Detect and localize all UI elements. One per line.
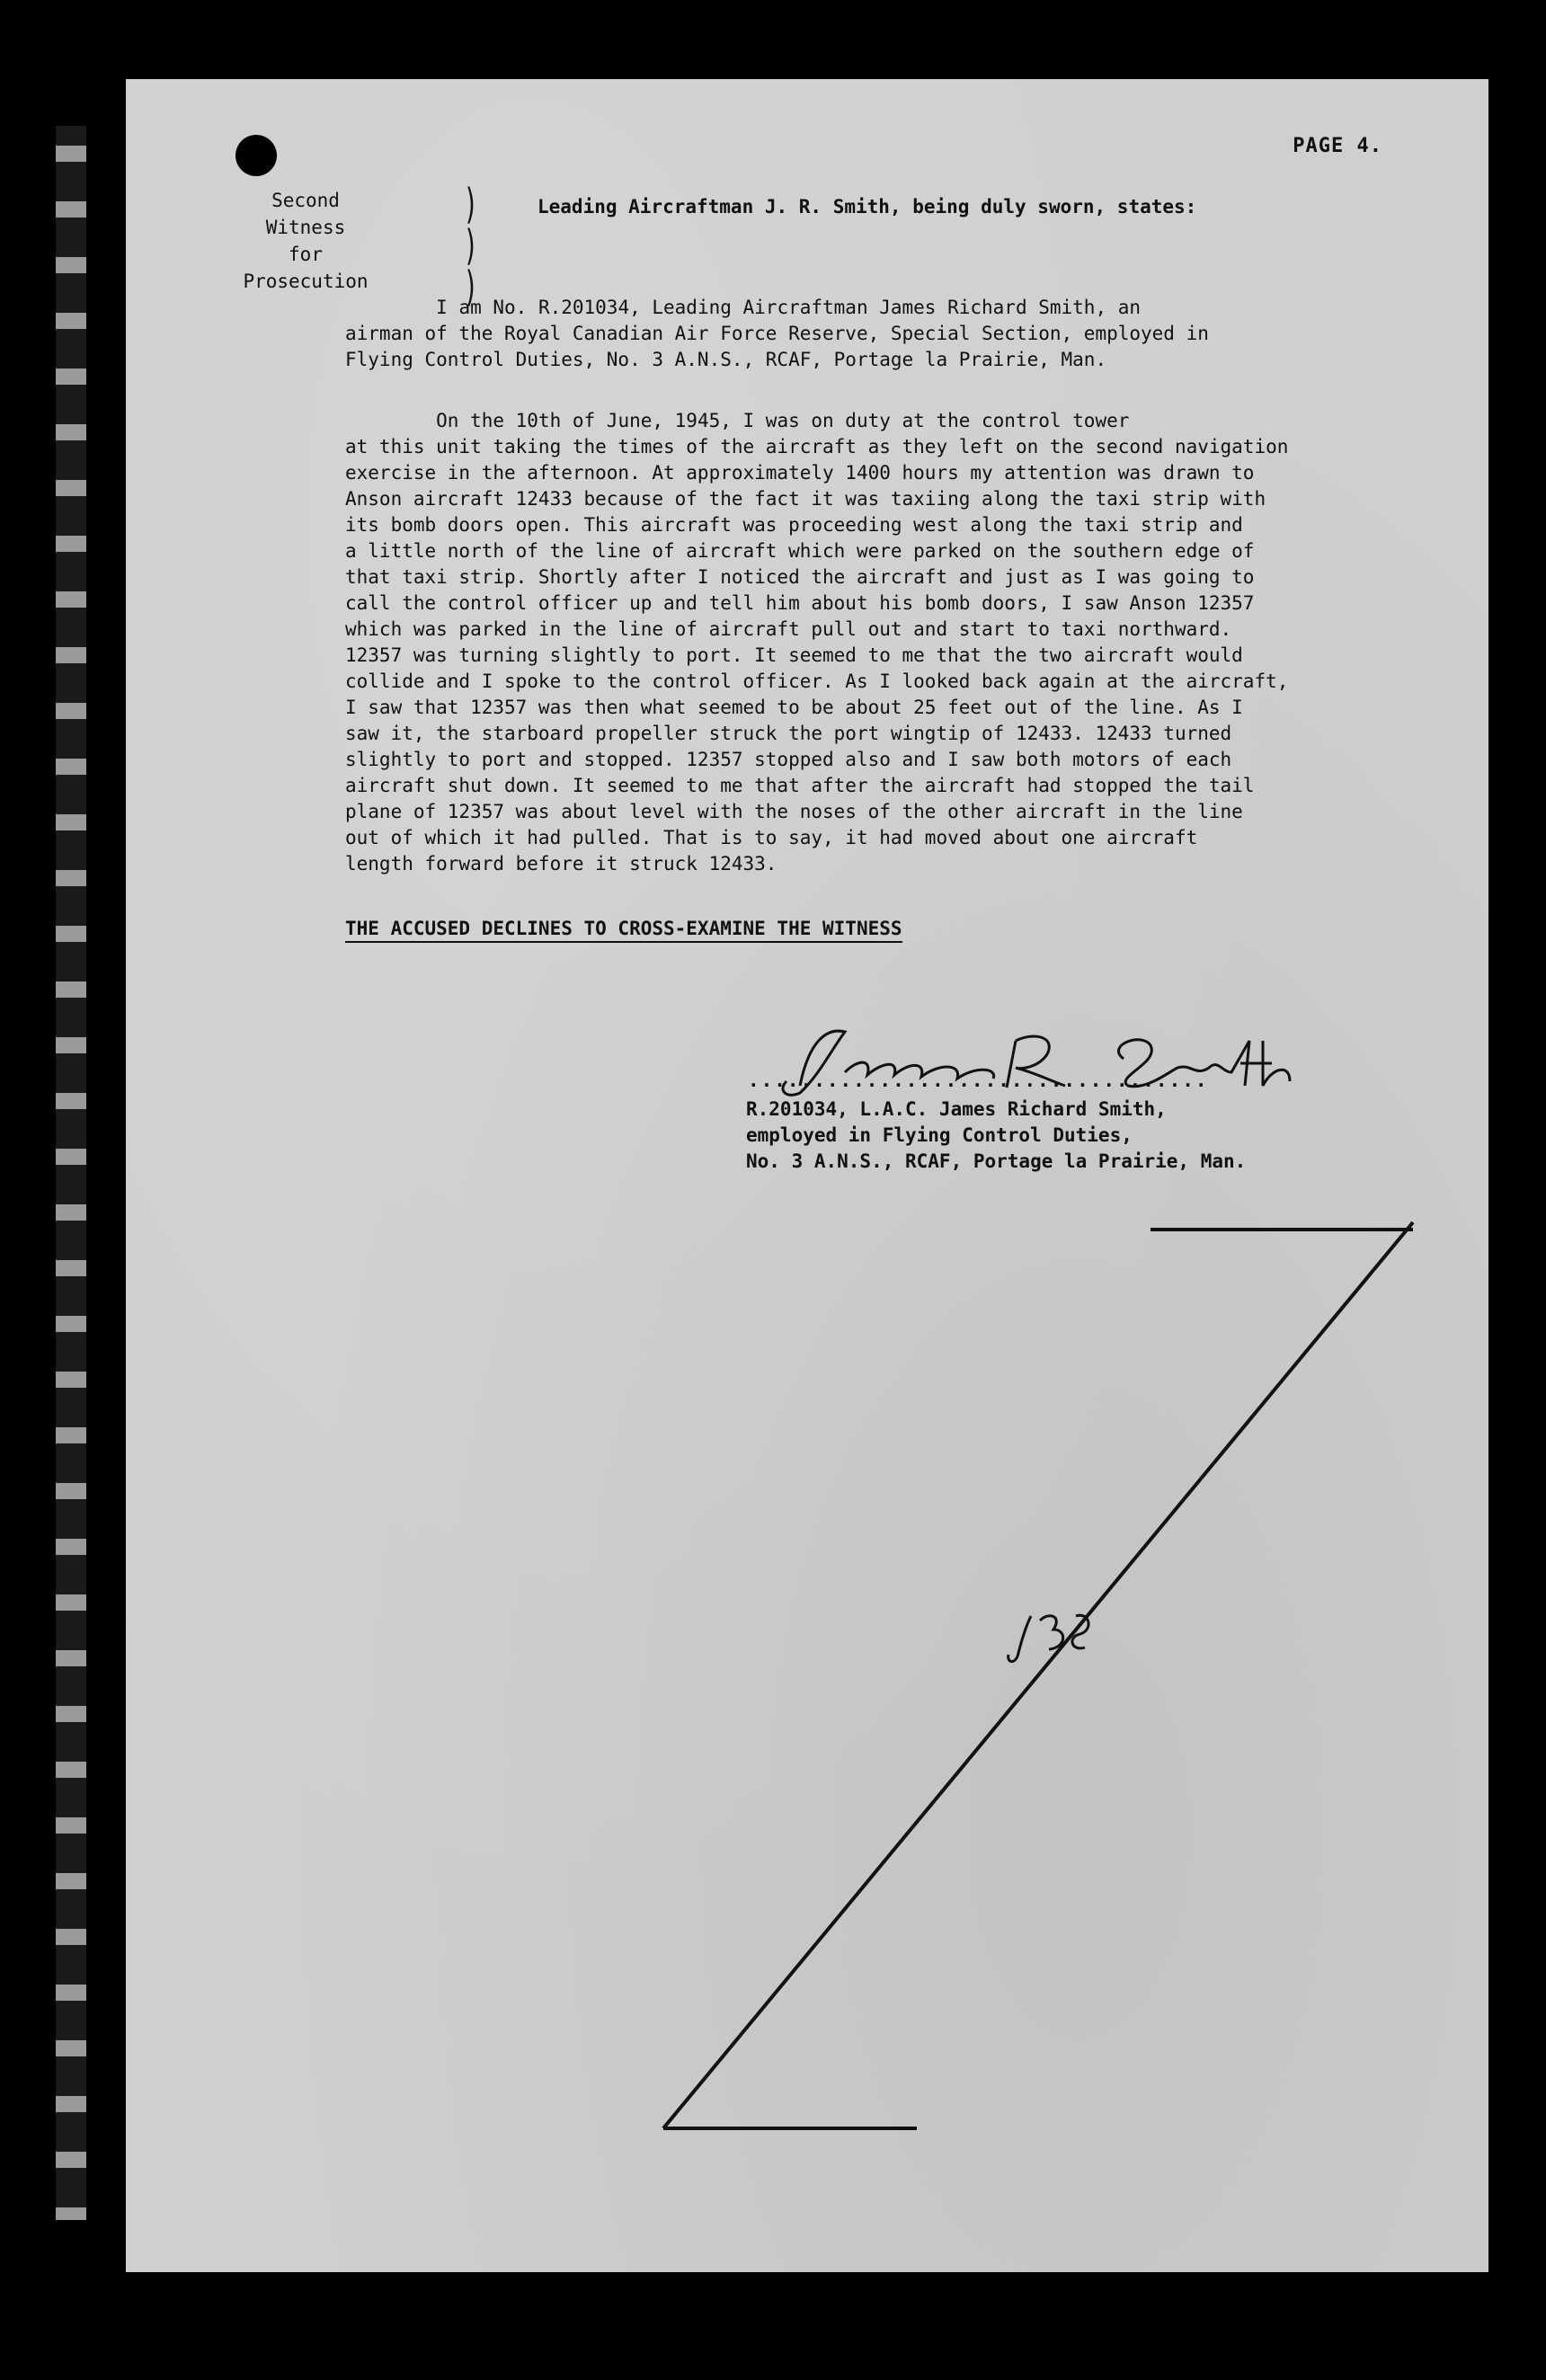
punch-hole — [235, 135, 277, 176]
declines-cross-examine: THE ACCUSED DECLINES TO CROSS-EXAMINE THE WITNESS — [345, 918, 902, 943]
signature-block: R.201034, L.A.C. James Richard Smith, employed in Flying Control Duties, No. 3 A.N.S., RCAF, Portage la Prairie, Man. — [746, 1098, 1247, 1172]
side-heading-line-2: for — [289, 244, 323, 265]
film-strip-edge — [56, 126, 86, 2220]
statement-paragraph-1: I am No. R.201034, Leading Aircraftman James Richard Smith, an airman of the Royal Canadian Air Force Reserve, Special Section, employed in Flying Control Duties, No. 3 A.N.S., RCAF, Portage la Prairie, Man. — [345, 297, 1209, 370]
document-page — [126, 79, 1488, 2272]
statement-paragraph-2: On the 10th of June, 1945, I was on duty at the control tower at this unit taking the times of the aircraft as they left on the second navigation exercise in the afternoon. At approximately 1400 hours my attention was drawn to Anson aircraft 12433 because of the fact it was taxiing along the taxi strip with its bomb doors open. This aircraft was proceeding west along the taxi strip and a little north of the line of aircraft which were parked on the southern edge of that taxi strip. Shortly after I noticed the aircraft and just as I was going to call the control officer up and tell him about his bomb doors, I saw Anson 12357 which was parked in the line of aircraft pull out and start to taxi northward. 12357 was turning slightly to port. It seemed to me that the two aircraft would collide and I spoke to the control officer. As I looked back again at the aircraft, I saw that 12357 was then what seemed to be about 25 feet out of the line. As I saw it, the starboard propeller struck the port wingtip of 12433. 12433 turned slightly to port and stopped. 12357 stopped also and I saw both motors of each aircraft shut down. It seemed to me that after the aircraft had stopped the tail plane of 12357 was about level with the noses of the other aircraft in the line out of which it had pulled. That is to say, it had moved about one aircraft length forward before it struck 12433. — [345, 410, 1289, 875]
side-heading-brace: ) ) ) — [463, 180, 479, 311]
signature-dotted-line: ................................... — [748, 1070, 1209, 1091]
handwritten-signature — [746, 1023, 1375, 1104]
side-heading — [234, 187, 378, 295]
page-number: PAGE 4. — [1293, 135, 1382, 157]
side-heading-line-3: Prosecution — [243, 271, 369, 292]
handwritten-margin-note — [1000, 1603, 1107, 1674]
side-heading-line-1: Second Witness — [265, 190, 346, 238]
witness-heading: Leading Aircraftman J. R. Smith, being duly sworn, states: — [538, 196, 1197, 218]
